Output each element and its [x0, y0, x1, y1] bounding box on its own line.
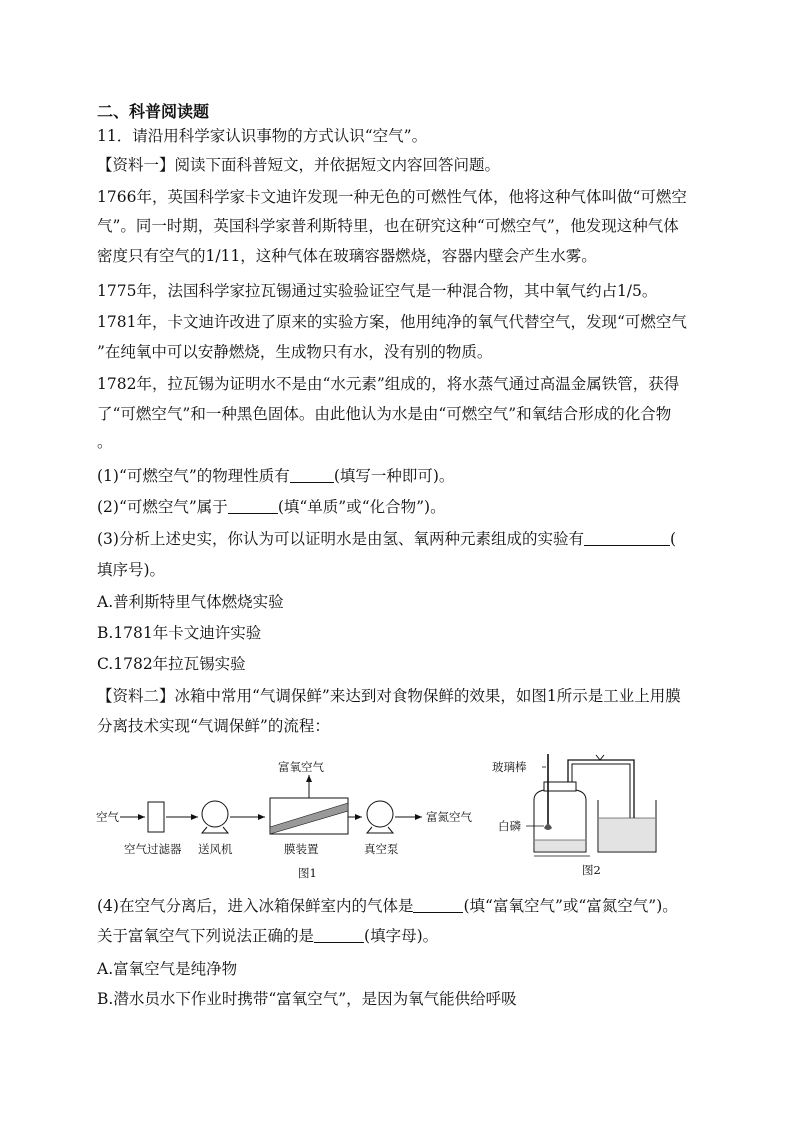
question-1 [97, 466, 454, 486]
fig1-top-output: 富氧空气 [278, 760, 324, 774]
q3-answer-blank[interactable] [584, 530, 670, 546]
fig2-phosphorus-label: 白磷 [498, 819, 521, 833]
question-4-line2 [97, 926, 438, 946]
material1-p4-line1: 1782年，拉瓦锡为证明水不是由“水元素”组成的，将水蒸气通过高温金属铁管，获得 [97, 375, 680, 393]
fig1-right-output: 富氮空气 [426, 810, 472, 824]
q3-hint-open: ( [669, 530, 677, 548]
q2-hint: (填“单质”或“化合物”)。 [277, 498, 446, 516]
material1-p3-line1: 1781年，卡文迪许改进了原来的实验方案，他用纯净的氧气代替空气，发现“可燃空气 [97, 313, 687, 331]
q1-answer-blank[interactable] [290, 467, 334, 483]
q4-option-a: A.富氧空气是纯净物 [97, 960, 238, 978]
material1-p1-line1: 1766年，英国科学家卡文迪许发现一种无色的可燃性气体，他将这种气体叫做“可燃空 [97, 188, 687, 206]
question-4 [97, 896, 678, 916]
q4-option-b: B.潜水员水下作业时携带“富氧空气”，是因为氧气能供给呼吸 [97, 990, 517, 1008]
q1-text: (1)“可燃空气”的物理性质有 [97, 467, 290, 485]
fig1-filter-box [148, 802, 164, 832]
q4-text: (4)在空气分离后，进入冰箱保鲜室内的气体是 [97, 897, 414, 915]
fig1-caption: 图1 [298, 866, 317, 880]
q1-hint: (填写一种即可)。 [333, 467, 455, 485]
material2-line1: 【资料二】冰箱中常用“气调保鲜”来达到对食物保鲜的效果，如图1所示是工业上用膜 [97, 687, 681, 705]
material1-p3-line2: ”在纯氧中可以安静燃烧，生成物只有水，没有别的物质。 [97, 343, 493, 361]
fig1-membrane-label: 膜装置 [284, 842, 319, 856]
fig1-blower-icon [202, 801, 228, 827]
material2-line2: 分离技术实现“气调保鲜”的流程： [97, 717, 330, 735]
figure2-apparatus [486, 752, 696, 882]
fig2-caption: 图2 [582, 863, 601, 877]
fig1-vacuum-label: 真空泵 [364, 842, 399, 856]
material1-p4-line2: 了“可燃空气”和一种黑色固体。由此他认为水是由“可燃空气”和氧结合形成的化合物 [97, 405, 672, 423]
material1-p1-line3: 密度只有空气的1/11，这种气体在玻璃容器燃烧，容器内壁会产生水雾。 [97, 247, 597, 265]
fig1-vacuum-icon [367, 801, 393, 827]
q4-answer-blank-1[interactable] [413, 897, 463, 913]
q3-option-b: B.1781年卡文迪许实验 [97, 624, 262, 642]
question-3 [97, 529, 676, 549]
fig1-blower-label: 送风机 [198, 842, 233, 856]
material1-p4-line3: 。 [97, 433, 113, 451]
q2-text: (2)“可燃空气”属于 [97, 498, 228, 516]
figure1-flow-diagram [90, 755, 490, 885]
question-stem: 11．请沿用科学家认识事物的方式认识“空气”。 [97, 127, 428, 145]
question-2 [97, 497, 446, 517]
fig2-rod-label: 玻璃棒 [492, 760, 527, 774]
q3-option-a: A.普利斯特里气体燃烧实验 [97, 593, 284, 611]
material1-p1-line2: 气”。同一时期，英国科学家普利斯特里，也在研究这种“可燃空气”，他发现这种气体 [97, 217, 679, 235]
question-3-line2: 填序号)。 [97, 561, 166, 579]
q3-option-c: C.1782年拉瓦锡实验 [97, 655, 246, 673]
material1-p2: 1775年，法国科学家拉瓦锡通过实验验证空气是一种混合物，其中氧气约占1/5。 [97, 282, 658, 300]
q4-answer-blank-2[interactable] [314, 927, 364, 943]
material1-intro: 【资料一】阅读下面科普短文，并依据短文内容回答问题。 [97, 156, 501, 174]
q4-hint: (填“富氧空气”或“富氮空气”)。 [463, 897, 678, 915]
q4-line2-hint: (填字母)。 [364, 927, 439, 945]
fig1-input-label: 空气 [96, 810, 119, 824]
q2-answer-blank[interactable] [228, 498, 278, 514]
fig1-filter-label: 空气过滤器 [124, 842, 182, 856]
q4-line2-text: 关于富氧空气下列说法正确的是 [97, 927, 315, 945]
q3-text: (3)分析上述史实，你认为可以证明水是由氢、氧两种元素组成的实验有 [97, 530, 584, 548]
section-heading: 二、科普阅读题 [97, 102, 210, 121]
